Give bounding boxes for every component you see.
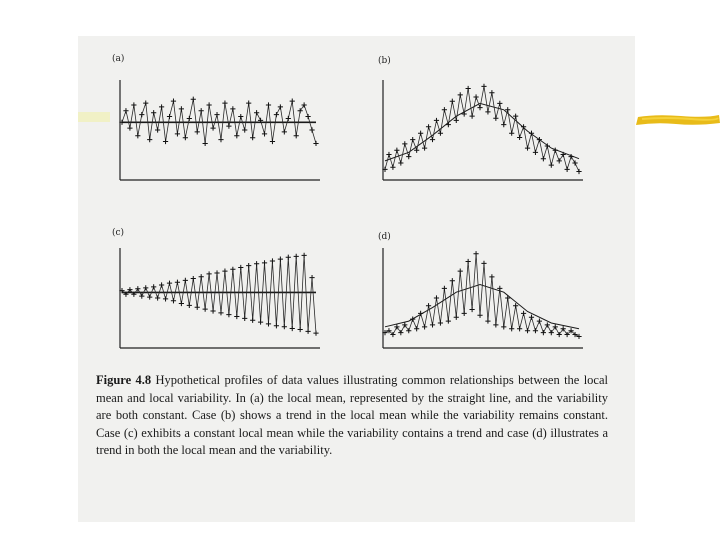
data-point <box>426 124 431 129</box>
data-point <box>481 84 486 89</box>
data-point <box>246 263 251 268</box>
data-point <box>541 156 546 161</box>
data-point <box>139 112 144 117</box>
data-point <box>298 327 303 332</box>
data-point <box>309 275 314 280</box>
data-point <box>286 255 291 260</box>
data-point <box>203 141 208 146</box>
data-point <box>254 261 259 266</box>
data-point <box>234 133 239 138</box>
data-point <box>179 106 184 111</box>
data-point <box>509 326 514 331</box>
data-point <box>214 112 219 117</box>
data-point <box>422 324 427 329</box>
data-point <box>576 169 581 174</box>
data-point <box>163 139 168 144</box>
data-point <box>313 331 318 336</box>
data-point <box>234 314 239 319</box>
data-series-line <box>122 255 316 333</box>
data-point <box>171 298 176 303</box>
data-point <box>179 301 184 306</box>
data-point <box>294 254 299 259</box>
data-point <box>302 102 307 107</box>
data-point <box>309 127 314 132</box>
data-point <box>242 316 247 321</box>
data-point <box>426 303 431 308</box>
data-point <box>470 307 475 312</box>
data-point <box>454 118 459 123</box>
data-point <box>254 110 259 115</box>
data-point <box>159 282 164 287</box>
data-point <box>290 326 295 331</box>
data-point <box>282 129 287 134</box>
data-point <box>422 145 427 150</box>
data-point <box>394 148 399 153</box>
data-point <box>238 114 243 119</box>
data-point <box>274 112 279 117</box>
data-point <box>155 127 160 132</box>
data-point <box>262 131 267 136</box>
data-point <box>123 108 128 113</box>
data-point <box>226 312 231 317</box>
data-point <box>302 253 307 258</box>
data-point <box>501 122 506 127</box>
data-point <box>195 305 200 310</box>
caption-text-2: In (a) the local mean, represented by the straight line, and the variability are both constant. <box>96 390 608 423</box>
data-point <box>545 322 550 327</box>
data-point <box>434 118 439 123</box>
data-point <box>517 326 522 331</box>
data-point <box>438 320 443 325</box>
data-point <box>454 315 459 320</box>
data-point <box>246 100 251 105</box>
data-point <box>294 133 299 138</box>
panel-label-c: (c) <box>112 228 125 238</box>
data-point <box>278 104 283 109</box>
data-point <box>191 97 196 102</box>
data-point <box>485 318 490 323</box>
data-point <box>183 135 188 140</box>
data-point <box>493 116 498 121</box>
data-point <box>191 276 196 281</box>
data-point <box>477 313 482 318</box>
data-point <box>537 318 542 323</box>
data-point <box>147 294 152 299</box>
data-point <box>258 319 263 324</box>
data-point <box>250 135 255 140</box>
panel-label-d: (d) <box>378 232 391 242</box>
data-point <box>406 328 411 333</box>
data-point <box>274 323 279 328</box>
data-point <box>282 324 287 329</box>
data-point <box>430 322 435 327</box>
data-point <box>313 141 318 146</box>
data-point <box>533 328 538 333</box>
panel-label-b: (b) <box>378 56 391 66</box>
plot-d <box>383 248 583 348</box>
data-point <box>139 294 144 299</box>
panel-label-a: (a) <box>112 54 125 64</box>
caption-text-4: Case (c) exhibits a constant local mean while the variability contains a trend and case (d) illustrates a trend in both the local mean and the variability. <box>96 425 608 458</box>
data-point <box>163 296 168 301</box>
data-point <box>462 111 467 116</box>
data-point <box>151 284 156 289</box>
data-point <box>187 116 192 121</box>
data-point <box>493 322 498 327</box>
data-point <box>477 105 482 110</box>
data-point <box>218 137 223 142</box>
data-point <box>167 114 172 119</box>
data-point <box>222 269 227 274</box>
data-point <box>175 280 180 285</box>
data-point <box>549 163 554 168</box>
data-point <box>290 99 295 104</box>
plot-b <box>383 80 583 180</box>
data-point <box>230 106 235 111</box>
data-point <box>386 152 391 157</box>
data-point <box>270 139 275 144</box>
data-point <box>266 102 271 107</box>
data-point <box>242 127 247 132</box>
data-point <box>561 326 566 331</box>
data-point <box>143 100 148 105</box>
data-point <box>572 160 577 165</box>
data-point <box>406 154 411 159</box>
data-point <box>430 137 435 142</box>
data-point <box>557 158 562 163</box>
data-point <box>135 133 140 138</box>
data-point <box>438 131 443 136</box>
data-point <box>402 141 407 146</box>
data-point <box>167 281 172 286</box>
data-point <box>470 114 475 119</box>
data-point <box>143 285 148 290</box>
data-point <box>199 108 204 113</box>
data-point <box>533 150 538 155</box>
data-point <box>450 278 455 283</box>
data-point <box>230 267 235 272</box>
plot-c <box>120 248 320 348</box>
data-point <box>565 167 570 172</box>
data-point <box>473 94 478 99</box>
data-point <box>210 308 215 313</box>
data-point <box>549 330 554 335</box>
data-point <box>446 122 451 127</box>
data-point <box>390 165 395 170</box>
data-point <box>238 265 243 270</box>
data-point <box>155 295 160 300</box>
data-point <box>398 160 403 165</box>
data-point <box>222 100 227 105</box>
data-point <box>305 329 310 334</box>
data-point <box>151 110 156 115</box>
data-point <box>442 107 447 112</box>
data-point <box>207 102 212 107</box>
data-point <box>450 99 455 104</box>
data-point <box>262 260 267 265</box>
data-point <box>462 311 467 316</box>
data-point <box>529 315 534 320</box>
data-series-line <box>122 99 316 143</box>
data-point <box>402 322 407 327</box>
data-point <box>183 278 188 283</box>
data-point <box>298 108 303 113</box>
data-point <box>473 251 478 256</box>
data-series-line <box>385 254 579 337</box>
data-point <box>171 99 176 104</box>
data-point <box>513 114 518 119</box>
data-point <box>466 259 471 264</box>
data-point <box>286 116 291 121</box>
data-point <box>458 268 463 273</box>
highlighter-stroke-icon <box>636 112 720 128</box>
data-point <box>175 131 180 136</box>
caption-text-3: Case (b) shows a trend in the local mean while the variability remains constant. <box>192 408 608 423</box>
data-point <box>207 271 212 276</box>
plot-a <box>120 80 320 180</box>
highlighter-bleed <box>78 112 110 122</box>
data-point <box>410 137 415 142</box>
data-point <box>525 328 530 333</box>
data-point <box>414 326 419 331</box>
data-point <box>131 102 136 107</box>
data-point <box>458 92 463 97</box>
data-point <box>541 330 546 335</box>
local-mean-line <box>385 103 579 160</box>
data-point <box>505 295 510 300</box>
data-point <box>553 324 558 329</box>
data-point <box>226 124 231 129</box>
data-point <box>525 145 530 150</box>
caption-text-1: Hypothetical profiles of data values illustrating common relationships between the local mean and local variability. <box>96 373 609 405</box>
data-point <box>159 104 164 109</box>
data-point <box>210 125 215 130</box>
data-point <box>214 270 219 275</box>
data-point <box>203 307 208 312</box>
data-point <box>305 114 310 119</box>
figure-label: Figure 4.8 <box>96 373 152 387</box>
data-point <box>195 129 200 134</box>
data-point <box>434 295 439 300</box>
data-point <box>517 135 522 140</box>
data-point <box>147 137 152 142</box>
data-point <box>250 318 255 323</box>
data-point <box>127 125 132 130</box>
data-point <box>489 90 494 95</box>
data-point <box>557 332 562 337</box>
data-point <box>501 324 506 329</box>
data-point <box>199 274 204 279</box>
data-point <box>187 303 192 308</box>
data-point <box>561 152 566 157</box>
data-point <box>442 286 447 291</box>
data-point <box>485 109 490 114</box>
data-point <box>509 131 514 136</box>
figure-caption <box>96 372 608 460</box>
data-point <box>266 321 271 326</box>
data-point <box>466 86 471 91</box>
data-series-line <box>385 86 579 171</box>
data-point <box>418 131 423 136</box>
data-point <box>497 101 502 106</box>
data-point <box>521 311 526 316</box>
data-point <box>218 310 223 315</box>
data-point <box>481 261 486 266</box>
data-point <box>446 318 451 323</box>
data-point <box>398 330 403 335</box>
data-point <box>270 258 275 263</box>
data-point <box>394 324 399 329</box>
data-point <box>278 257 283 262</box>
data-point <box>489 274 494 279</box>
